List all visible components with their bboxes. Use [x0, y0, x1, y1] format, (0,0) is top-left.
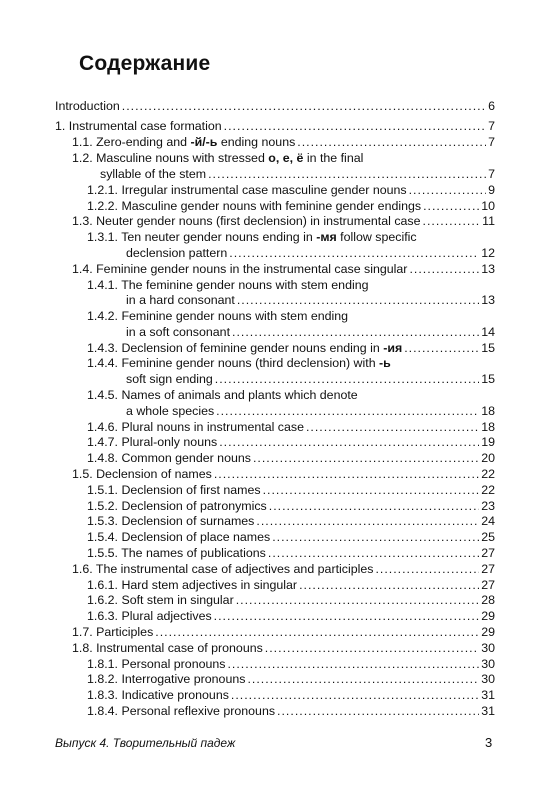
- toc-page-number: 13: [481, 293, 495, 307]
- toc-entry-title: [72, 213, 421, 229]
- toc-entry-text: 1. Instrumental case formation: [55, 119, 222, 133]
- toc-entry-title: [87, 545, 266, 561]
- toc-entry-title: [87, 434, 217, 450]
- toc-entry-title: [87, 450, 251, 466]
- toc-entry-emphasis: о, е, ё: [268, 151, 304, 165]
- dot-leader: [375, 561, 479, 577]
- toc-entry-text-end: ending nouns: [217, 135, 296, 149]
- toc-entry-emphasis: -мя: [316, 230, 337, 244]
- footer-book-title: Выпуск 4. Творительный падеж: [55, 736, 236, 750]
- toc-page-number: 18: [481, 420, 495, 434]
- toc-entry-text: 1.6.3. Plural adjectives: [87, 609, 212, 623]
- toc-entry-text-end: in the final: [303, 151, 364, 165]
- toc-entry-title: [87, 577, 297, 593]
- toc-page-number: 29: [481, 625, 495, 639]
- toc-page-number: 30: [481, 641, 495, 655]
- toc-entry-title: [72, 561, 373, 577]
- toc-entry: [87, 229, 495, 245]
- toc-entry-title: [87, 671, 245, 687]
- toc-entry-emphasis: -ия: [383, 341, 403, 355]
- toc-page-number: 31: [481, 704, 495, 718]
- toc-entry: [87, 340, 495, 356]
- toc-entry-title: [72, 466, 212, 482]
- dot-leader: [216, 403, 479, 419]
- dot-leader: [227, 656, 479, 672]
- dot-leader: [272, 529, 479, 545]
- toc-entry-title: [87, 513, 254, 529]
- toc-entry: [87, 308, 495, 324]
- toc-entry: [87, 498, 495, 514]
- dot-leader: [247, 671, 479, 687]
- toc-entry-title: [55, 98, 120, 114]
- toc-entry-text: 1.4.4. Feminine gender nouns (third declension) with: [87, 356, 380, 370]
- toc-entry: [126, 292, 495, 308]
- dot-leader: [208, 166, 486, 182]
- toc-entry: [87, 277, 495, 293]
- toc-entry-text: 1.5.4. Declension of place names: [87, 530, 271, 544]
- dot-leader: [265, 640, 479, 656]
- toc-entry-text: 1.8.3. Indicative pronouns: [87, 688, 229, 702]
- toc-entry-title: [87, 656, 225, 672]
- toc-page-number: 7: [488, 167, 495, 181]
- toc-entry: [87, 592, 495, 608]
- toc-entry-title: [126, 371, 213, 387]
- toc-entry-title: [126, 324, 230, 340]
- dot-leader: [155, 624, 479, 640]
- toc-entry-text: in a hard consonant: [126, 293, 235, 307]
- toc-entry-text: 1.4.7. Plural-only nouns: [87, 435, 218, 449]
- toc-page-number: 25: [481, 530, 495, 544]
- toc-entry-text: 1.8. Instrumental case of pronouns: [72, 641, 263, 655]
- dot-leader: [231, 687, 479, 703]
- toc-entry: [87, 355, 495, 371]
- toc-entry: [87, 482, 495, 498]
- toc-entry-text: 1.3.1. Ten neuter gender nouns ending in: [87, 230, 317, 244]
- toc-page-number: 11: [482, 214, 495, 228]
- toc-entry-title: [87, 687, 229, 703]
- dot-leader: [269, 498, 479, 514]
- dot-leader: [224, 118, 486, 134]
- toc-page-number: 29: [481, 609, 495, 623]
- toc-entry-text: 1.4. Feminine gender nouns in the instrumental case singular: [72, 262, 408, 276]
- toc-entry-text: 1.2. Masculine nouns with stressed: [72, 151, 269, 165]
- dot-leader: [122, 98, 486, 114]
- toc-entry-title: [87, 703, 275, 719]
- toc-entry: [87, 671, 495, 687]
- toc-entry: [87, 198, 495, 214]
- toc-entry-emphasis: -й/-ь: [190, 135, 218, 149]
- toc-entry-title: [72, 640, 263, 656]
- toc-entry-text: 1.4.6. Plural nouns in instrumental case: [87, 420, 304, 434]
- toc-entry-text: 1.5.2. Declension of patronymics: [87, 499, 267, 513]
- toc-entry-text: soft sign ending: [126, 372, 213, 386]
- toc-entry: [87, 608, 495, 624]
- toc-page-number: 10: [481, 199, 495, 213]
- toc-entry: [87, 182, 495, 198]
- toc-entry: [87, 434, 495, 450]
- toc-entry-text: 1.1. Zero-ending and: [72, 135, 191, 149]
- dot-leader: [232, 324, 479, 340]
- toc-page-number: 20: [481, 451, 495, 465]
- dot-leader: [268, 545, 479, 561]
- toc-entry-title: [72, 150, 363, 166]
- toc-entry: [126, 324, 495, 340]
- toc-page-number: 27: [481, 546, 495, 560]
- toc-page-number: 19: [481, 435, 495, 449]
- toc-entry-title: [87, 277, 369, 293]
- dot-leader: [214, 466, 479, 482]
- toc-entry: [72, 561, 495, 577]
- dot-leader: [214, 608, 480, 624]
- toc-entry: [87, 387, 495, 403]
- dot-leader: [409, 182, 487, 198]
- toc-entry: [87, 419, 495, 435]
- toc-entry-text: 1.4.3. Declension of feminine gender nouns ending in: [87, 341, 384, 355]
- toc-entry: [55, 118, 495, 134]
- toc-entry-title: [87, 182, 407, 198]
- toc-page-number: 13: [481, 262, 495, 276]
- toc-entry: [100, 166, 495, 182]
- toc-page-number: 15: [481, 341, 495, 355]
- toc-entry-text: 1.4.5. Names of animals and plants which denote: [87, 388, 358, 402]
- toc-page-number: 27: [481, 562, 495, 576]
- toc-entry-title: [72, 624, 153, 640]
- toc-entry-title: [126, 403, 214, 419]
- toc-entry-text: 1.6. The instrumental case of adjectives and participles: [72, 562, 374, 576]
- toc-entry: [87, 450, 495, 466]
- toc-page-number: 6: [488, 99, 495, 113]
- dot-leader: [263, 482, 480, 498]
- toc-entry-title: [87, 608, 212, 624]
- toc-entry: [55, 98, 495, 114]
- toc-entry-text: 1.3. Neuter gender nouns (first declension) in instrumental case: [72, 214, 421, 228]
- dot-leader: [409, 261, 479, 277]
- toc-page-number: 12: [481, 246, 495, 260]
- toc-entry-text: a whole species: [126, 404, 215, 418]
- dot-leader: [297, 134, 486, 150]
- toc-entry-text: 1.4.1. The feminine gender nouns with stem ending: [87, 278, 369, 292]
- dot-leader: [404, 340, 479, 356]
- toc-entry-text-end: follow specific: [336, 230, 417, 244]
- dot-leader: [236, 592, 480, 608]
- toc-entry-text: 1.5.3. Declension of surnames: [87, 514, 255, 528]
- dot-leader: [423, 198, 479, 214]
- toc-entry: [87, 703, 495, 719]
- toc-entry-text: Introduction: [55, 99, 120, 113]
- toc-entry-title: [87, 592, 234, 608]
- toc-page-number: 9: [488, 183, 495, 197]
- toc-entry-title: [87, 229, 417, 245]
- toc-entry-text: 1.6.2. Soft stem in singular: [87, 593, 234, 607]
- toc-entry: [72, 624, 495, 640]
- toc-page-number: 22: [481, 467, 495, 481]
- dot-leader: [253, 450, 479, 466]
- toc-page-number: 7: [488, 135, 495, 149]
- toc-entry-text: 1.8.1. Personal pronouns: [87, 657, 226, 671]
- toc-entry-title: [87, 419, 304, 435]
- toc-entry-text: declension pattern: [126, 246, 228, 260]
- dot-leader: [423, 213, 481, 229]
- dot-leader: [306, 419, 479, 435]
- toc-entry: [87, 545, 495, 561]
- toc-entry-text: 1.7. Participles: [72, 625, 154, 639]
- toc-page-number: 23: [481, 499, 495, 513]
- toc-page-number: 14: [481, 325, 495, 339]
- toc-entry: [126, 371, 495, 387]
- toc-entry: [126, 245, 495, 261]
- toc-entry: [87, 529, 495, 545]
- toc-entry-text: 1.5.1. Declension of first names: [87, 483, 261, 497]
- toc-page-number: 7: [488, 119, 495, 133]
- toc-entry-text: 1.4.8. Common gender nouns: [87, 451, 251, 465]
- toc-page-number: 28: [481, 593, 495, 607]
- dot-leader: [229, 245, 479, 261]
- dot-leader: [237, 292, 479, 308]
- toc-page-number: 31: [481, 688, 495, 702]
- dot-leader: [277, 703, 479, 719]
- toc-entry-title: [72, 134, 295, 150]
- toc-entry-text: syllable of the stem: [100, 167, 207, 181]
- toc-entry: [72, 640, 495, 656]
- toc-entry-title: [87, 198, 421, 214]
- toc-page-number: 18: [481, 404, 495, 418]
- toc-entry-title: [87, 340, 402, 356]
- toc-entry-text: 1.8.2. Interrogative pronouns: [87, 672, 246, 686]
- toc-entry: [87, 656, 495, 672]
- page-title: Содержание: [79, 52, 211, 75]
- toc-entry-text: 1.6.1. Hard stem adjectives in singular: [87, 578, 298, 592]
- toc-entry-title: [55, 118, 222, 134]
- toc-entry-title: [87, 482, 261, 498]
- toc-entry-text: 1.5. Declension of names: [72, 467, 212, 481]
- toc-entry-text: 1.4.2. Feminine gender nouns with stem ending: [87, 309, 349, 323]
- dot-leader: [256, 513, 479, 529]
- toc-page-number: 30: [481, 657, 495, 671]
- toc-entry-text: in a soft consonant: [126, 325, 231, 339]
- footer-page-number: 3: [485, 735, 493, 750]
- dot-leader: [299, 577, 479, 593]
- toc-entry-title: [87, 387, 358, 403]
- toc-entry-title: [126, 245, 227, 261]
- toc-entry-text: 1.5.5. The names of publications: [87, 546, 266, 560]
- toc-entry: [87, 513, 495, 529]
- toc-entry: [126, 403, 495, 419]
- toc-entry: [87, 577, 495, 593]
- toc-page-number: 27: [481, 578, 495, 592]
- toc-entry-title: [72, 261, 407, 277]
- toc-entry: [72, 213, 495, 229]
- toc-page-number: 30: [481, 672, 495, 686]
- toc-entry: [72, 261, 495, 277]
- toc-entry-title: [87, 529, 270, 545]
- toc-entry: [72, 134, 495, 150]
- toc-entry-title: [100, 166, 206, 182]
- dot-leader: [215, 371, 479, 387]
- toc-entry-text: 1.2.2. Masculine gender nouns with feminine gender endings: [87, 199, 422, 213]
- toc-entry: [87, 687, 495, 703]
- toc-page-number: 24: [481, 514, 495, 528]
- toc-entry-text: 1.8.4. Personal reflexive pronouns: [87, 704, 276, 718]
- toc-entry-text: 1.2.1. Irregular instrumental case masculine gender nouns: [87, 183, 407, 197]
- toc-entry: [72, 150, 495, 166]
- dot-leader: [219, 434, 479, 450]
- toc-entry-title: [87, 355, 391, 371]
- toc-entry-title: [126, 292, 235, 308]
- toc-entry-emphasis: -ь: [379, 356, 391, 370]
- toc-page-number: 22: [481, 483, 495, 497]
- toc-page-number: 15: [481, 372, 495, 386]
- toc-entry: [72, 466, 495, 482]
- toc-entry-title: [87, 308, 348, 324]
- toc-entry-title: [87, 498, 267, 514]
